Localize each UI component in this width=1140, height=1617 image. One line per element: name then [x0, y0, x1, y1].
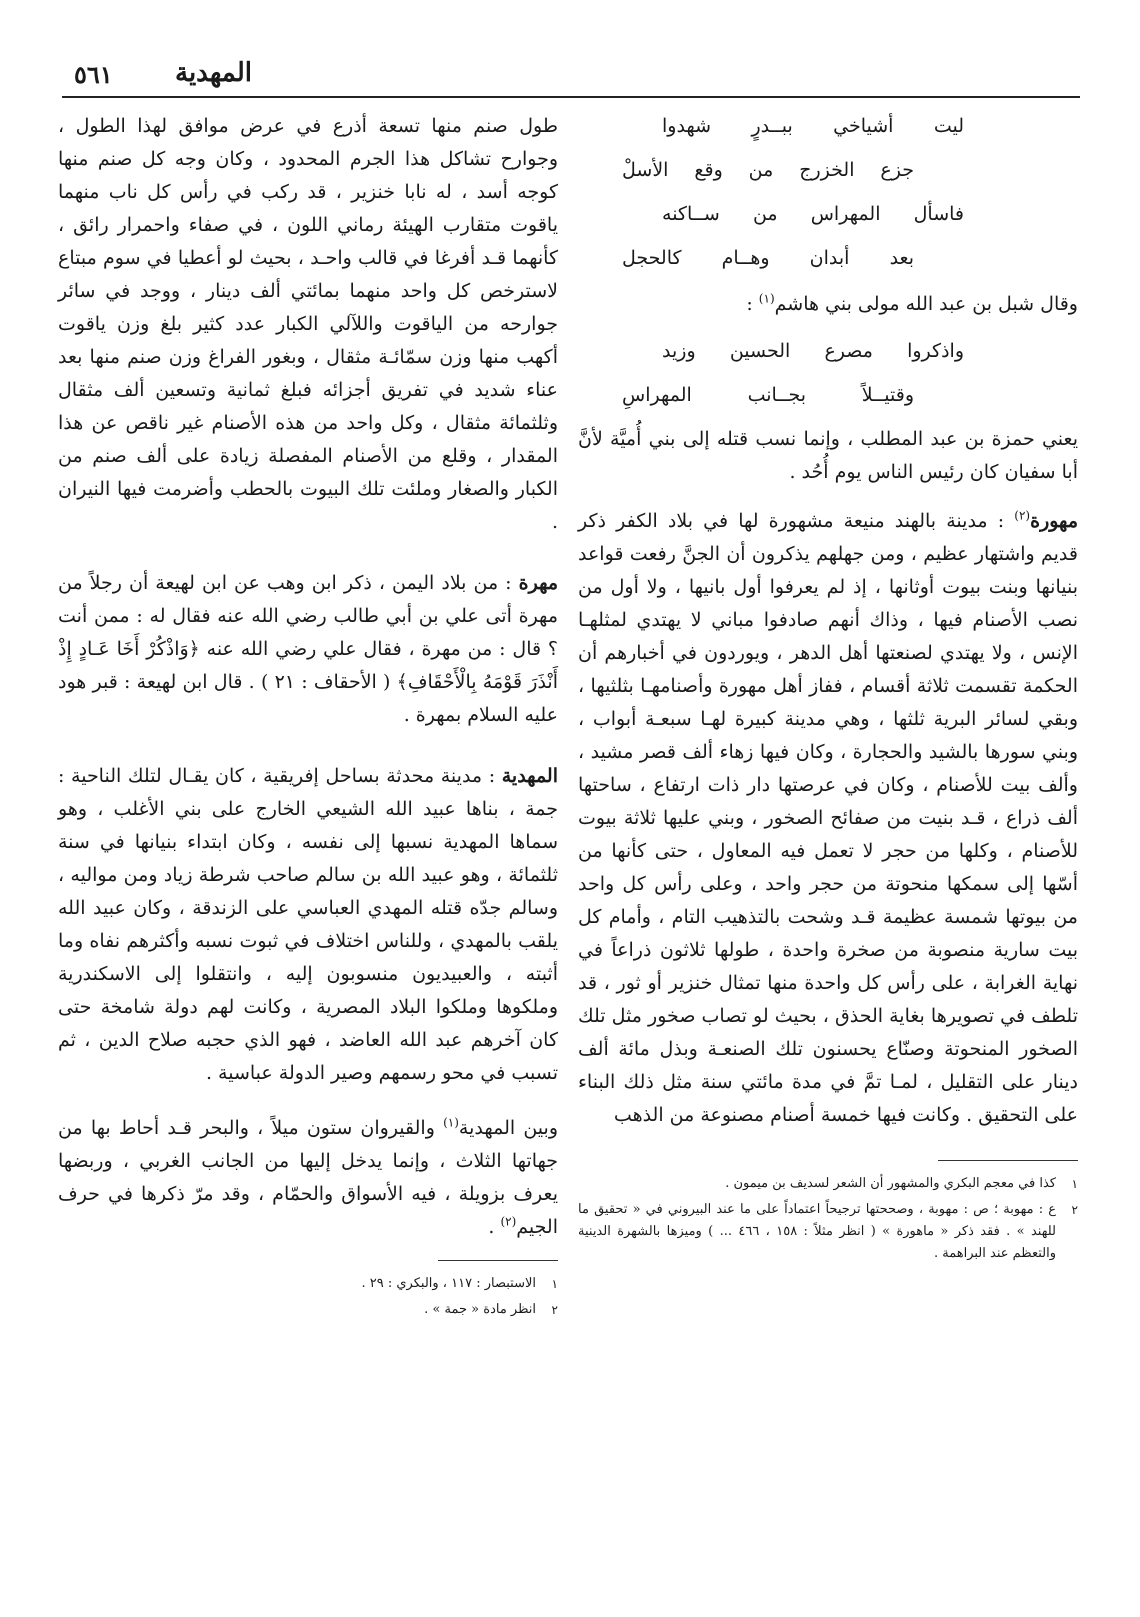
verse-word: كالحجل — [622, 247, 682, 269]
entry-text: : من بلاد اليمن ، ذكر ابن وهب عن ابن لهيعة أن رجلاً من مهرة أتى علي بن أبي طالب رضي الله عنه فقال له : ممن أنت ؟ قال : من مهرة ، فقال علي رضي الله عنه ﴿وَاذْكُرْ أَخَا عَـادٍ إِذْ أَنْذَرَ قَوْمَهُ بِالْأَحْقَافِ﴾ ( الأحقاف : ٢١ ) . قال ابن لهيعة : قبر هود عليه السلام بمهرة . — [58, 572, 558, 726]
footnote-marker: (٢) — [500, 1214, 517, 1229]
running-title: المهدية — [175, 58, 252, 88]
footnote-rule — [938, 1160, 1078, 1161]
footnote — [58, 1273, 558, 1295]
verse-word: ببــدرٍ — [751, 115, 793, 137]
footnote-marker: (١) — [758, 291, 775, 306]
verse-word: ســاكنه — [662, 203, 720, 225]
verse-word: واذكروا — [907, 340, 964, 362]
verse-word: المهراس — [810, 203, 881, 225]
footnotes-right — [578, 1173, 1078, 1265]
footnote-rule — [438, 1260, 558, 1261]
header-rule — [62, 96, 1080, 98]
poem-intro-text: وقال شبل بن عبد الله مولى بني هاشم — [774, 293, 1078, 315]
footnote-text: كذا في معجم البكري والمشهور أن الشعر لسديف بن ميمون . — [725, 1176, 1056, 1191]
entry-term: مهرة — [518, 572, 558, 594]
footnote — [578, 1199, 1078, 1265]
verse-word: أبدان — [809, 247, 850, 269]
poem-intro — [578, 288, 1078, 321]
verse-word: مصرع — [824, 340, 873, 362]
entry-mahura — [578, 505, 1078, 1132]
footnote-text: ع : مهوبة ؛ ص : مهوبة ، وصححتها ترجيحاً اعتماداً على ما عند البيروني في « تحقيق ما للهند » . فقد ذكر « ماهورة » ( انظر مثلاً : ١٥٨ ، ٤٦٦ ... ) وميزها بالشهرة الدينية والتعظم عند البراهمة . — [578, 1202, 1056, 1261]
verse-word: وهــام — [721, 247, 770, 269]
footnote-number: ١ — [1071, 1177, 1078, 1191]
paragraph-text: والقيروان ستون ميلاً ، والبحر قـد أحاط بها من جهاتها الثلاث ، وإنما يدخل إليها من الجانب الغربي ، وربضها يعرف بزويلة ، فيه الأسواق والحمّام ، وقد مرّ ذكرها في حرف الجيم — [58, 1117, 558, 1238]
verse-word: بجــانب — [747, 384, 806, 406]
entry-term: مهورة — [1030, 510, 1078, 532]
left-column — [58, 110, 558, 1590]
explanation-paragraph: يعني حمزة بن عبد المطلب ، وإنما نسب قتله إلى بني أُميَّة لأنَّ أبا سفيان كان رئيس الناس يوم أُحُد . — [578, 428, 1078, 483]
poem-1 — [618, 110, 1028, 274]
verse-line — [618, 242, 918, 274]
entry-mahra — [58, 567, 558, 732]
footnotes-left — [58, 1273, 558, 1321]
entry-mahdia — [58, 760, 558, 1090]
footnote-number: ٢ — [1071, 1203, 1078, 1217]
page-number: ٥٦١ — [74, 60, 113, 89]
verse-word: أشياخي — [833, 115, 894, 137]
verse-word: بعد — [889, 247, 914, 269]
footnote — [58, 1299, 558, 1321]
verse-word: الحسين — [729, 340, 791, 362]
verse-line — [658, 198, 968, 230]
verse-word: وقتيــلاً — [861, 384, 914, 406]
verse-word: من — [752, 203, 778, 225]
verse-word: فاسأل — [913, 203, 964, 225]
continuation-paragraph: طول صنم منها تسعة أذرع في عرض موافق لهذا الطول ، وجوارح تشاكل هذا الجرم المحدود ، وكان وجه كل صنم منها كوجه أسد ، له نابا خنزير ، قد ركب في رأس كل ناب منهما ياقوت متقارب الهيئة رماني اللون ، في صفاء واحمرار رائق ، كأنهما قـد أفرغا في قالب واحـد ، بحيث لو أعطيا في سوم مبتاع لاسترخص كل واحد منهما بمائتي ألف دينار ، ووجد في سائر جوارحه من الياقوت واللآلي الكبار عدد كثير بلغ وزن ياقوت أكهب منها وزن سمّائـة مثقال ، وبغور الفراغ وزن صنم منها بعد عناء شديد في تفريق أجزائه فبلغ ثمانية وتسعين ألف مثقال وثلثمائة مثقال ، وكل واحد من هذه الأصنام غير ناقص عن هذا المقدار ، وقلع من الأصنام المفصلة زيادة على ألف صنم من الكبار والصغار وملئت تلك البيوت بالحطب وأضرمت فيها النيران . — [58, 115, 558, 533]
verse-word: الخزرج — [799, 159, 855, 181]
verse-word: وقع — [694, 159, 723, 181]
distance-paragraph — [58, 1112, 558, 1244]
footnote-marker: (١) — [443, 1115, 459, 1130]
right-column — [578, 110, 1078, 1590]
footnote-number: ١ — [551, 1277, 558, 1291]
paragraph-text: وبين المهدية — [458, 1117, 558, 1139]
verse-line — [658, 335, 968, 367]
footnote-number: ٢ — [551, 1303, 558, 1317]
verse-line — [618, 154, 918, 186]
poem-intro-end: : — [746, 293, 759, 315]
verse-word: من — [748, 159, 774, 181]
verse-line — [658, 110, 968, 142]
poem-2 — [618, 335, 1028, 411]
page-header — [60, 52, 1080, 92]
footnote — [578, 1173, 1078, 1195]
verse-word: جزع — [880, 159, 914, 181]
entry-text: : مدينة بالهند منيعة مشهورة لها في بلاد الكفر ذكر قديم واشتهار عظيم ، ومن جهلهم يذكرون أن الجنَّ رفعت قواعد بنيانها وبنت بيوت أوثانها ، إذ لم يعرفوا أول بانيها ، ولا أول من نصب الأصنام فيها ، وذاك أنهم صادفوا مباني لا يهتدي لمثلهـا الإنس ، ولا يهتدي لصنعتها أهل الدهر ، ويوردون في أخبارهم أن الحكمة تقسمت ثلاثة أقسام ، ففاز أهل مهورة وأصنامهـا بثلثيها ، وبقي لسائر البرية ثلثها ، وهي مدينة كبيرة لهـا سبعـة أبواب ، وبني سورها بالشيد والحجارة ، وكان فيها زهاء ألف قصر مشيد ، وألف بيت للأصنام ، وكان في عرصتها دار ذات ارتفاع ، ساحتها ألف ذراع ، قـد بنيت من صفائح الصخور ، وبني عليها ثلاثة بيوت للأصنام ، وكلها من حجر لا تعمل فيه المعاول ، حتى كأنها من أسّها إلى سمكها منحوتة من حجر واحد ، وعلى رأس كل واحد من بيوتها شمسة عظيمة قـد وشحت بالتذهيب التام ، وأمام كل بيت سارية منصوبة من صخرة واحدة ، طولها ثلاثون ذراعاً في نهاية الغرابة ، على رأس كل واحدة منها تمثال خنزير أو ثور ، قد تلطف في تصويرها بغاية الحذق ، بحيث لو تصاب صخور مثل تلك الصخور المنحوتة وصنّاع يحسنون تلك الصنعـة وبذل مائة ألف دينار على التقليل ، لمـا تمَّ في مدة مائتي سنة مثل ذلك البناء على التحقيق . وكانت فيها خمسة أصنام مصنوعة من الذهب — [578, 510, 1078, 1126]
verse-word: الأسلْ — [622, 159, 669, 181]
footnote-text: الاستبصار : ١١٧ ، والبكري : ٢٩ . — [361, 1276, 536, 1291]
entry-text: : مدينة محدثة بساحل إفريقية ، كان يقـال لتلك الناحية : جمة ، بناها عبيد الله الشيعي الخارج على بني الأغلب ، وهو سماها المهدية نسبها إلى نفسه ، وكان ابتداء بنيانها في سنة ثلثمائة ، وهو عبيد الله بن سالم صاحب شرطة زياد ومن مواليه ، وسالم جدّه قتله المهدي العباسي على الزندقة ، وكان عبيد الله يلقب بالمهدي ، وللناس اختلاف في ثبوت نسبه وأكثرهم نفاه وما أثبته ، والعبيديون منسوبون إليه ، وانتقلوا إلى الاسكندرية وملكوها وملكوا البلاد المصرية ، وكانت لهم دولة شامخة حتى كان آخرهم عبد الله العاضد ، فهو الذي حجبه صلاح الدين ، ثم تسبب في محو رسمهم وصير الدولة عباسية . — [58, 765, 558, 1084]
verse-word: ليت — [933, 115, 964, 137]
verse-word: المهراسِ — [622, 384, 692, 406]
footnote-text: انظر مادة « جمة » . — [424, 1302, 536, 1317]
footnote-marker: (٢) — [1014, 508, 1031, 523]
entry-term: المهدية — [501, 765, 558, 787]
verse-word: شهدوا — [662, 115, 712, 137]
paragraph-text: . — [488, 1216, 501, 1238]
verse-word: وزيد — [662, 340, 696, 362]
verse-line — [618, 379, 918, 411]
